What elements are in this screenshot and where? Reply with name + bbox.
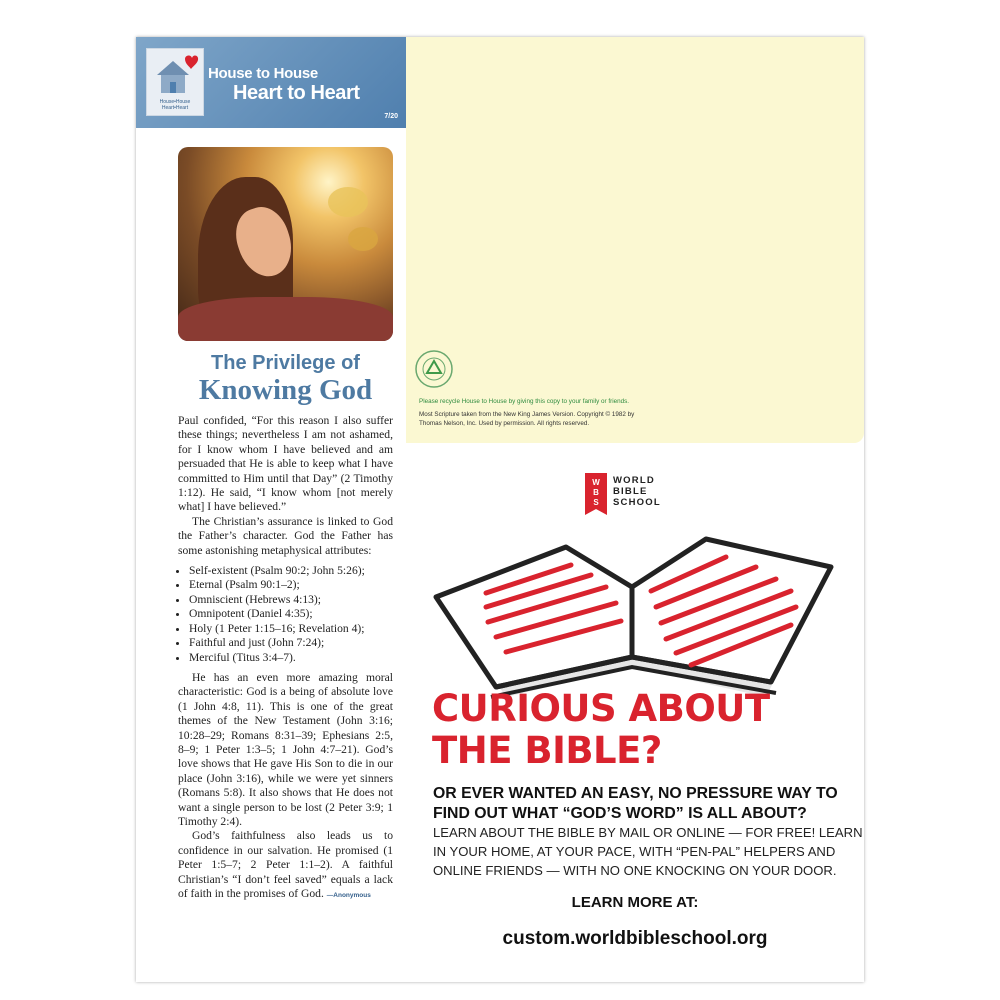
wbs-word-2: BIBLE <box>613 486 648 497</box>
paragraph-4-text: God’s faithfulness also leads us to confidence in our salvation. He promised (1 Peter 1:5–7; 2 Peter 1:1–2). A faithful Christian’s “I don’t feel saved” equals a lack of faith in the promises of God. <box>178 829 393 900</box>
list-item: • Self-existent (Psalm 90:2; John 5:26); <box>189 564 393 578</box>
recycle-notice: Please recycle House to House by giving this copy to your family or friends. <box>419 398 629 405</box>
ad-body: LEARN ABOUT THE BIBLE BY MAIL OR ONLINE — FOR FREE! LEARN IN YOUR HOME, AT YOUR PACE, WITH “PEN-PAL” HELPERS AND ONLINE FRIENDS — WITH NO ONE KNOCKING ON YOUR DOOR. <box>433 825 863 878</box>
copyright-notice <box>419 410 719 428</box>
tract-page <box>136 37 864 982</box>
issue-date: 7/20 <box>384 113 398 120</box>
house-heart-logo <box>146 48 204 116</box>
headline-line-2: Knowing God <box>198 374 373 406</box>
learn-more-label: LEARN MORE AT: <box>571 894 699 911</box>
paragraph-4 <box>178 829 393 903</box>
headline-line-1: The Privilege of <box>211 352 360 374</box>
svg-text:B: B <box>593 488 599 497</box>
wbs-wordmark <box>613 475 661 508</box>
ad-headline <box>432 688 770 772</box>
copyright-line-2: Thomas Nelson, Inc. Used by permission. All rights reserved. <box>419 420 590 427</box>
scarf-shape <box>178 297 393 341</box>
list-item: • Merciful (Titus 3:4–7). <box>189 651 393 665</box>
masthead <box>136 37 406 128</box>
paragraph-1: Paul confided, “For this reason I also suffer these things; nevertheless I am not ashamed, for I know whom I have believed and am persuaded that He is able to keep what I have committed to Him until that Day” (2 Timothy 1:12). He said, “I know whom [not merely what] I have believed.” <box>178 414 393 514</box>
paragraph-3: He has an even more amazing moral characteristic: God is a being of absolute love (1 John 4:8, 11). This is one of the great themes of the New Testament (John 3:16; 10:28–29; Romans 8:31–39; Ephesians 2:5, 8–9; 1 Peter 1:3–5; 1 John 4:7–21). God’s love shows that He gave His Son to die in our place (John 3:16), while we were yet sinners (Romans 5:8). It also shows that He does not want a single person to be lost (2 Peter 3:9; 1 Timothy 2:4). <box>178 670 393 828</box>
list-item: • Omniscient (Hebrews 4:13); <box>189 593 393 607</box>
leaf-shape <box>348 227 378 251</box>
article-headline <box>178 351 393 405</box>
green-office-seal-icon <box>414 349 454 389</box>
leaf-shape <box>328 187 368 217</box>
list-item: • Faithful and just (John 7:24); <box>189 636 393 650</box>
svg-text:S: S <box>593 498 599 507</box>
list-item: • Holy (1 Peter 1:15–16; Revelation 4); <box>189 622 393 636</box>
house-heart-icon <box>151 53 199 97</box>
logo-caption: House•House Heart•Heart <box>159 99 191 111</box>
open-bible-icon <box>426 527 838 707</box>
copyright-line-1: Most Scripture taken from the New King James Version. Copyright © 1982 by <box>419 411 635 418</box>
website-link[interactable]: custom.worldbibleschool.org <box>502 928 768 949</box>
ad-subheadline: OR EVER WANTED AN EASY, NO PRESSURE WAY TO FIND OUT WHAT “GOD’S WORD” IS ALL ABOUT? <box>433 785 838 822</box>
attributes-list <box>178 564 393 665</box>
svg-text:W: W <box>592 478 600 487</box>
paragraph-2: The Christian’s assurance is linked to God the Father’s character. God the Father has some astonishing metaphysical attributes: <box>178 514 393 557</box>
wbs-flag-icon <box>585 473 607 515</box>
list-item: • Omnipotent (Daniel 4:35); <box>189 607 393 621</box>
ad-headline-line-2: THE BIBLE? <box>432 729 662 772</box>
ad-headline-line-1: CURIOUS ABOUT <box>432 687 770 730</box>
list-item: • Eternal (Psalm 90:1–2); <box>189 578 393 592</box>
article-body <box>178 414 393 903</box>
woman-photo <box>178 147 393 341</box>
wbs-word-3: SCHOOL <box>613 497 661 508</box>
address-panel <box>406 37 864 443</box>
signature: —Anonymous <box>326 892 371 899</box>
masthead-title-top: House to House <box>208 65 318 82</box>
masthead-title-bottom: Heart to Heart <box>233 82 360 104</box>
wbs-word-1: WORLD <box>613 475 655 486</box>
